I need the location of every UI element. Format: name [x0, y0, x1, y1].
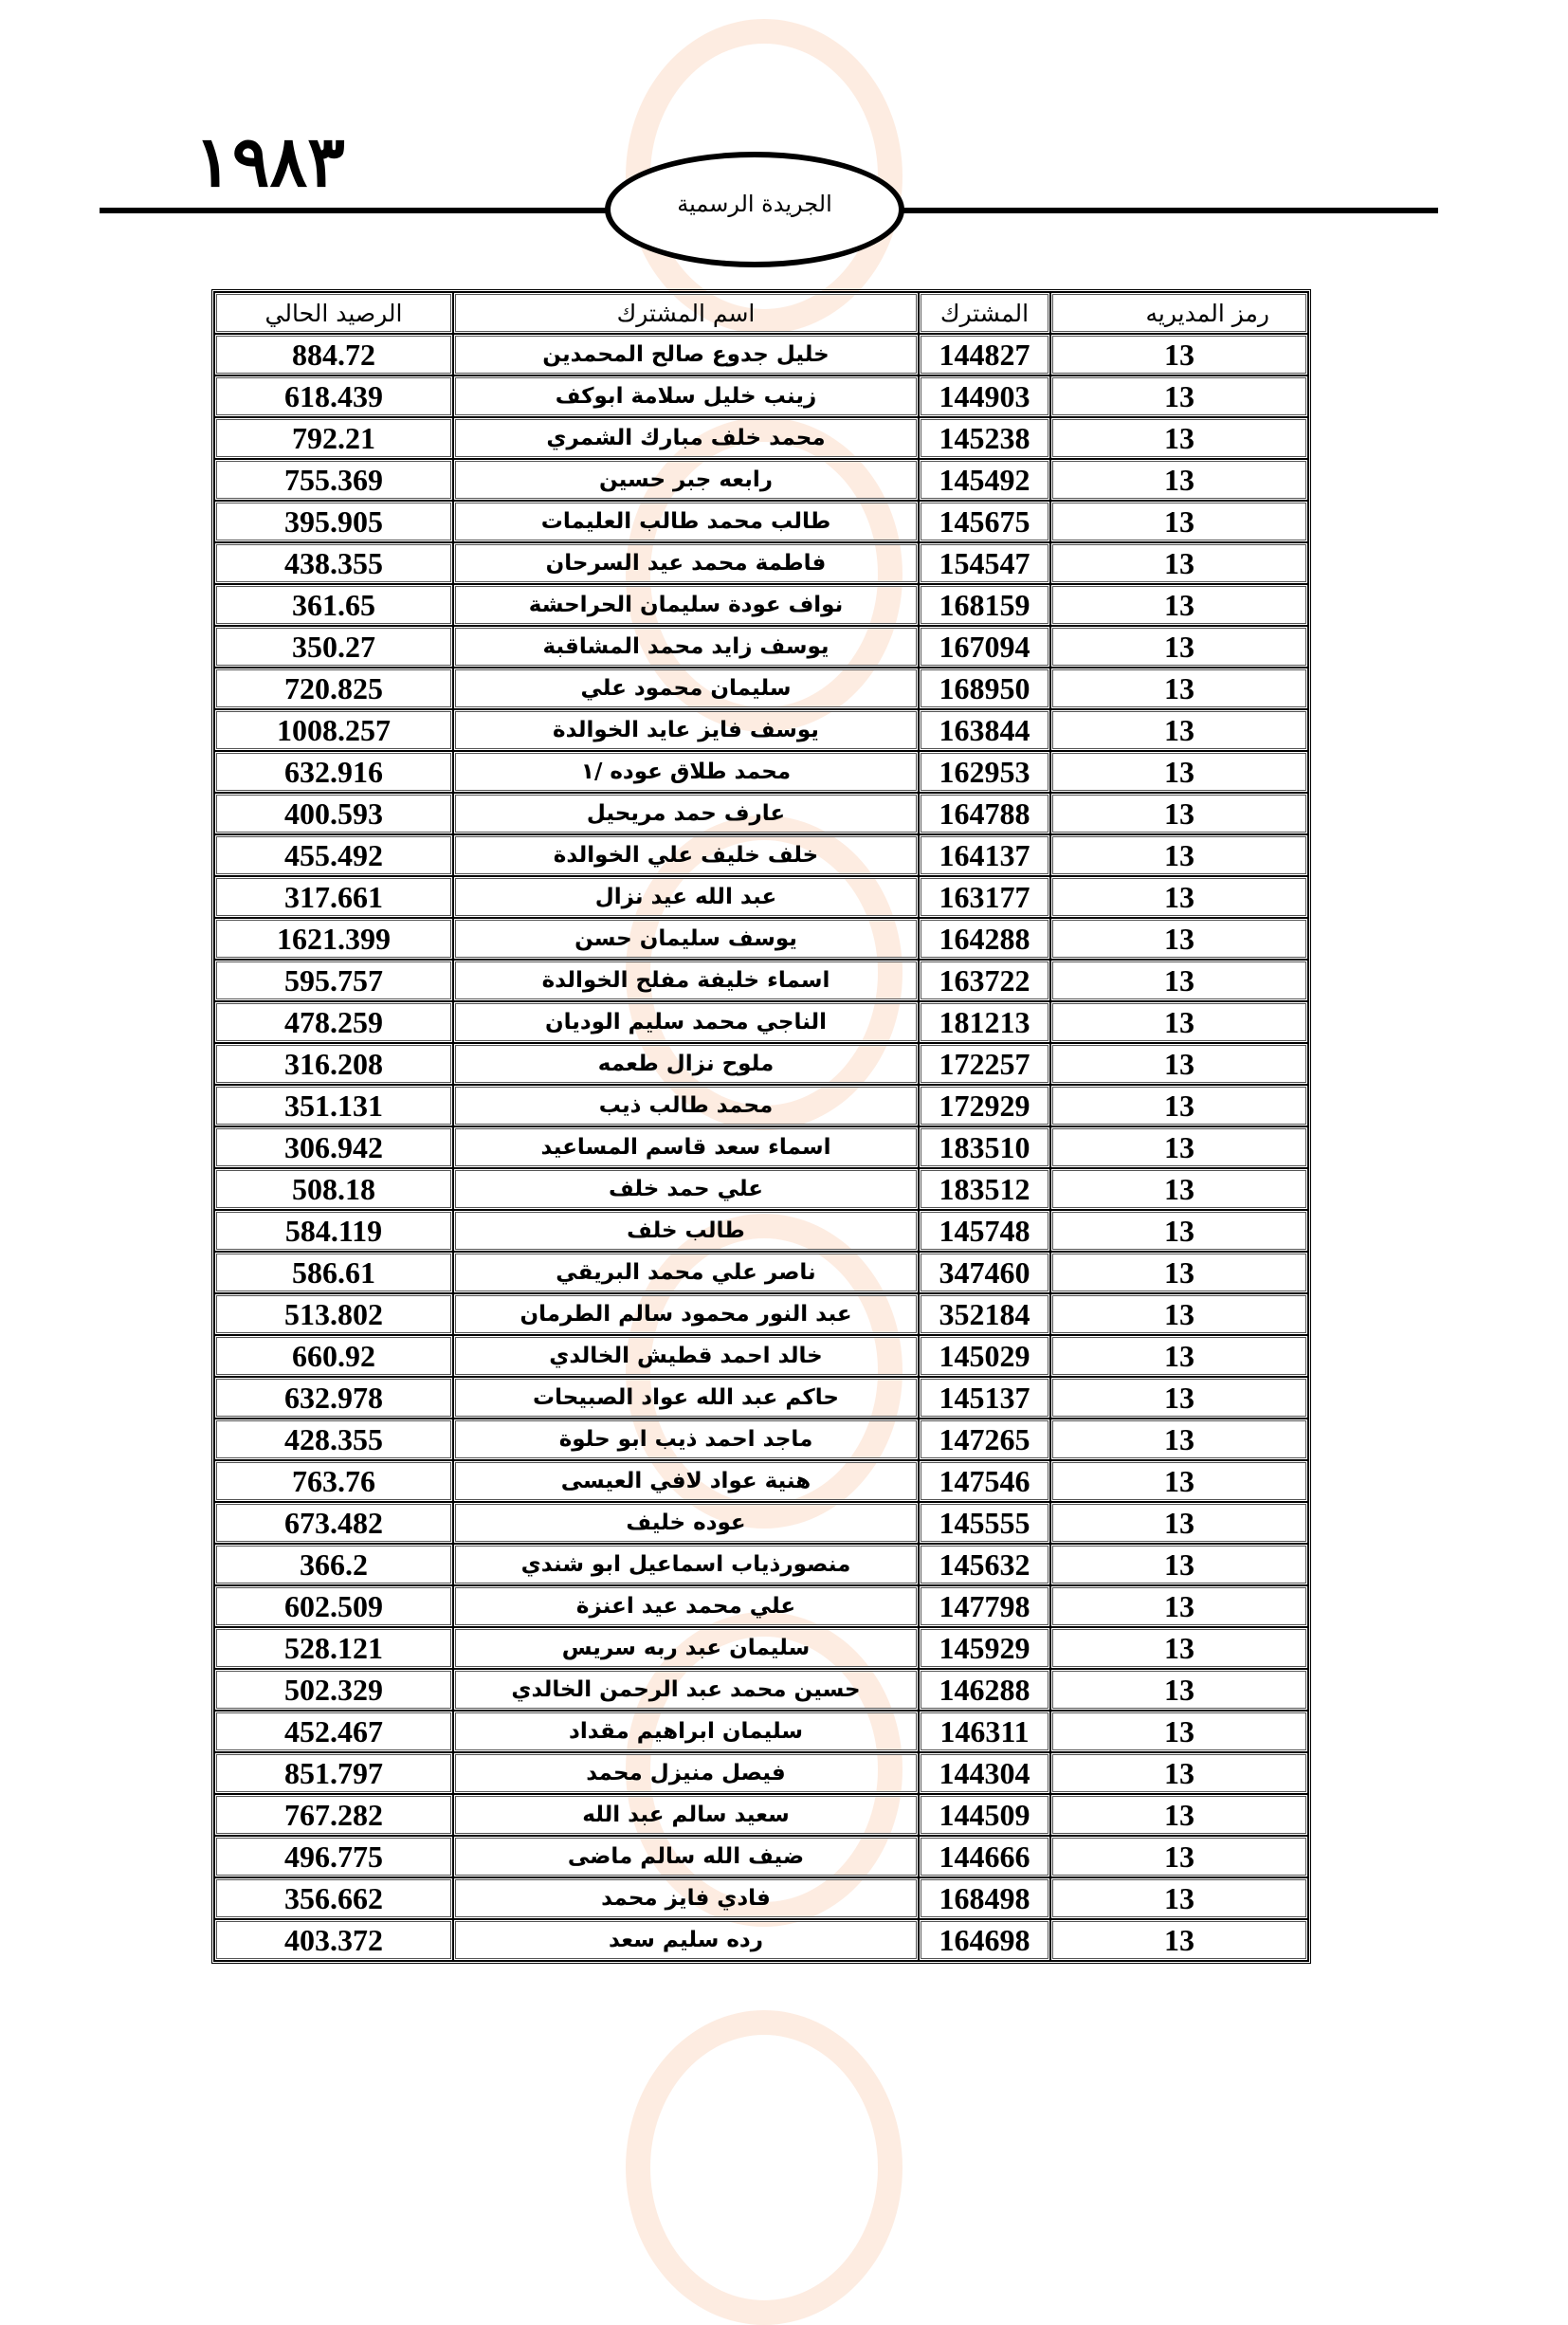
directorate-code-cell: 13 [1050, 417, 1308, 459]
current-balance-cell: 351.131 [214, 1085, 453, 1126]
current-balance-cell: 595.757 [214, 960, 453, 1001]
subscriber-number-cell: 167094 [919, 626, 1050, 668]
directorate-code-cell: 13 [1050, 918, 1308, 960]
current-balance-cell: 438.355 [214, 542, 453, 584]
subscriber-name-cell: عبد الله عيد نزال [453, 876, 919, 918]
subscriber-name-cell: طالب محمد طالب العليمات [453, 501, 919, 542]
table-row [214, 1585, 1308, 1627]
table-row [214, 1877, 1308, 1919]
subscriber-number-cell: 162953 [919, 751, 1050, 793]
subscriber-number-cell: 146288 [919, 1669, 1050, 1711]
directorate-code-cell: 13 [1050, 1836, 1308, 1877]
subscriber-number-cell: 172929 [919, 1085, 1050, 1126]
directorate-code-cell: 13 [1050, 626, 1308, 668]
subscriber-number-cell: 168159 [919, 584, 1050, 626]
current-balance-cell: 513.802 [214, 1293, 453, 1335]
table-row [214, 1460, 1308, 1502]
current-balance-cell: 428.355 [214, 1419, 453, 1460]
subscriber-number-cell: 145238 [919, 417, 1050, 459]
subscriber-number-cell: 145748 [919, 1210, 1050, 1252]
current-balance-cell: 496.775 [214, 1836, 453, 1877]
directorate-code-cell: 13 [1050, 709, 1308, 751]
subscriber-name-cell: رابعه جبر حسين [453, 459, 919, 501]
directorate-code-cell: 13 [1050, 834, 1308, 876]
table-row [214, 960, 1308, 1001]
directorate-code-cell: 13 [1050, 1544, 1308, 1585]
current-balance-cell: 792.21 [214, 417, 453, 459]
subscriber-number-cell: 164788 [919, 793, 1050, 834]
current-balance-cell: 632.978 [214, 1377, 453, 1419]
table-row [214, 668, 1308, 709]
current-balance-cell: 478.259 [214, 1001, 453, 1043]
directorate-code-cell: 13 [1050, 960, 1308, 1001]
subscriber-name-cell: خلف خليف علي الخوالدة [453, 834, 919, 876]
subscriber-name-cell: فاطمة محمد عيد السرحان [453, 542, 919, 584]
subscriber-number-cell: 352184 [919, 1293, 1050, 1335]
current-balance-cell: 755.369 [214, 459, 453, 501]
table-row [214, 1502, 1308, 1544]
table-row [214, 1335, 1308, 1377]
subscriber-name-cell: نواف عودة سليمان الحراحشة [453, 584, 919, 626]
subscriber-number-cell: 145137 [919, 1377, 1050, 1419]
subscribers-table [211, 289, 1311, 1964]
subscriber-number-cell: 164288 [919, 918, 1050, 960]
directorate-code-cell: 13 [1050, 1669, 1308, 1711]
subscriber-name-cell: زينب خليل سلامة ابوكف [453, 375, 919, 417]
directorate-code-cell: 13 [1050, 1460, 1308, 1502]
directorate-code-cell: 13 [1050, 1377, 1308, 1419]
table-row [214, 1419, 1308, 1460]
table-row [214, 1001, 1308, 1043]
subscriber-name-cell: اسماء سعد قاسم المساعيد [453, 1126, 919, 1168]
current-balance-cell: 316.208 [214, 1043, 453, 1085]
table-row [214, 542, 1308, 584]
current-balance-cell: 1621.399 [214, 918, 453, 960]
column-header-current-balance: الرصيد الحالي [214, 292, 453, 334]
current-balance-cell: 884.72 [214, 334, 453, 375]
directorate-code-cell: 13 [1050, 1293, 1308, 1335]
directorate-code-cell: 13 [1050, 668, 1308, 709]
table-row [214, 793, 1308, 834]
subscriber-name-cell: الناجي محمد سليم الوديان [453, 1001, 919, 1043]
current-balance-cell: 528.121 [214, 1627, 453, 1669]
current-balance-cell: 403.372 [214, 1919, 453, 1961]
table-row [214, 751, 1308, 793]
subscriber-name-cell: محمد خلف مبارك الشمري [453, 417, 919, 459]
header-title: الجريدة الرسمية [677, 191, 832, 217]
table-row [214, 1544, 1308, 1585]
subscriber-number-cell: 144509 [919, 1794, 1050, 1836]
current-balance-cell: 306.942 [214, 1126, 453, 1168]
current-balance-cell: 767.282 [214, 1794, 453, 1836]
current-balance-cell: 361.65 [214, 584, 453, 626]
table-row [214, 1293, 1308, 1335]
subscriber-name-cell: سليمان محمود علي [453, 668, 919, 709]
directorate-code-cell: 13 [1050, 793, 1308, 834]
subscriber-name-cell: يوسف زايد محمد المشاقبة [453, 626, 919, 668]
subscriber-number-cell: 144827 [919, 334, 1050, 375]
directorate-code-cell: 13 [1050, 1877, 1308, 1919]
subscriber-name-cell: منصورذياب اسماعيل ابو شندي [453, 1544, 919, 1585]
directorate-code-cell: 13 [1050, 1043, 1308, 1085]
current-balance-cell: 586.61 [214, 1252, 453, 1293]
subscriber-number-cell: 154547 [919, 542, 1050, 584]
current-balance-cell: 455.492 [214, 834, 453, 876]
subscriber-number-cell: 181213 [919, 1001, 1050, 1043]
current-balance-cell: 632.916 [214, 751, 453, 793]
subscriber-number-cell: 183512 [919, 1168, 1050, 1210]
subscriber-number-cell: 147798 [919, 1585, 1050, 1627]
table-row [214, 1126, 1308, 1168]
current-balance-cell: 1008.257 [214, 709, 453, 751]
subscriber-number-cell: 164698 [919, 1919, 1050, 1961]
table-row [214, 334, 1308, 375]
subscriber-name-cell: اسماء خليفة مفلح الخوالدة [453, 960, 919, 1001]
table-row [214, 1252, 1308, 1293]
current-balance-cell: 602.509 [214, 1585, 453, 1627]
subscriber-name-cell: خالد احمد قطيش الخالدي [453, 1335, 919, 1377]
table-row [214, 1043, 1308, 1085]
table-row [214, 834, 1308, 876]
directorate-code-cell: 13 [1050, 1711, 1308, 1752]
subscriber-number-cell: 146311 [919, 1711, 1050, 1752]
current-balance-cell: 350.27 [214, 626, 453, 668]
table-row [214, 1627, 1308, 1669]
subscriber-number-cell: 163177 [919, 876, 1050, 918]
table-row [214, 1085, 1308, 1126]
page-number: ١٩٨٣ [194, 121, 345, 203]
current-balance-cell: 851.797 [214, 1752, 453, 1794]
directorate-code-cell: 13 [1050, 1585, 1308, 1627]
directorate-code-cell: 13 [1050, 459, 1308, 501]
directorate-code-cell: 13 [1050, 1627, 1308, 1669]
current-balance-cell: 720.825 [214, 668, 453, 709]
directorate-code-cell: 13 [1050, 1919, 1308, 1961]
directorate-code-cell: 13 [1050, 1126, 1308, 1168]
column-header-directorate-code: رمز المديريه [1050, 292, 1308, 334]
directorate-code-cell: 13 [1050, 876, 1308, 918]
directorate-code-cell: 13 [1050, 1168, 1308, 1210]
current-balance-cell: 508.18 [214, 1168, 453, 1210]
current-balance-cell: 317.661 [214, 876, 453, 918]
subscriber-number-cell: 147546 [919, 1460, 1050, 1502]
table-row [214, 1836, 1308, 1877]
subscriber-name-cell: عوده خليف [453, 1502, 919, 1544]
subscriber-name-cell: طالب خلف [453, 1210, 919, 1252]
table-row [214, 876, 1308, 918]
current-balance-cell: 502.329 [214, 1669, 453, 1711]
subscriber-number-cell: 163844 [919, 709, 1050, 751]
subscriber-number-cell: 145632 [919, 1544, 1050, 1585]
subscriber-name-cell: عبد النور محمود سالم الطرمان [453, 1293, 919, 1335]
directorate-code-cell: 13 [1050, 542, 1308, 584]
subscriber-name-cell: يوسف سليمان حسن [453, 918, 919, 960]
subscriber-number-cell: 168950 [919, 668, 1050, 709]
directorate-code-cell: 13 [1050, 1252, 1308, 1293]
current-balance-cell: 400.593 [214, 793, 453, 834]
directorate-code-cell: 13 [1050, 1210, 1308, 1252]
subscriber-name-cell: سعيد سالم عبد الله [453, 1794, 919, 1836]
subscriber-name-cell: حاكم عبد الله عواد الصبيحات [453, 1377, 919, 1419]
subscriber-name-cell: فادي فايز محمد [453, 1877, 919, 1919]
current-balance-cell: 452.467 [214, 1711, 453, 1752]
directorate-code-cell: 13 [1050, 1752, 1308, 1794]
current-balance-cell: 584.119 [214, 1210, 453, 1252]
table-row [214, 918, 1308, 960]
subscriber-name-cell: ضيف الله سالم ماضى [453, 1836, 919, 1877]
subscriber-name-cell: ملوح نزال طعمه [453, 1043, 919, 1085]
table-row [214, 1919, 1308, 1961]
current-balance-cell: 763.76 [214, 1460, 453, 1502]
subscriber-name-cell: سليمان عبد ربه سريس [453, 1627, 919, 1669]
table-row [214, 417, 1308, 459]
subscriber-number-cell: 168498 [919, 1877, 1050, 1919]
directorate-code-cell: 13 [1050, 375, 1308, 417]
subscriber-number-cell: 172257 [919, 1043, 1050, 1085]
column-header-subscriber: المشترك [919, 292, 1050, 334]
column-header-subscriber-name: اسم المشترك [453, 292, 919, 334]
subscriber-number-cell: 144903 [919, 375, 1050, 417]
table-row [214, 1210, 1308, 1252]
table-row [214, 584, 1308, 626]
subscriber-number-cell: 145675 [919, 501, 1050, 542]
subscriber-name-cell: علي محمد عيد اعنزة [453, 1585, 919, 1627]
table-row [214, 626, 1308, 668]
header-ellipse [605, 152, 904, 267]
table-row [214, 459, 1308, 501]
subscriber-number-cell: 144304 [919, 1752, 1050, 1794]
table-row [214, 709, 1308, 751]
table-row [214, 1794, 1308, 1836]
directorate-code-cell: 13 [1050, 584, 1308, 626]
directorate-code-cell: 13 [1050, 1794, 1308, 1836]
watermark-clock-icon [626, 2010, 903, 2325]
subscriber-number-cell: 183510 [919, 1126, 1050, 1168]
subscriber-name-cell: ناصر علي محمد البريقي [453, 1252, 919, 1293]
subscriber-name-cell: فيصل منيزل محمد [453, 1752, 919, 1794]
directorate-code-cell: 13 [1050, 1502, 1308, 1544]
table-row [214, 1711, 1308, 1752]
directorate-code-cell: 13 [1050, 1419, 1308, 1460]
table-row [214, 1669, 1308, 1711]
table-row [214, 1168, 1308, 1210]
subscriber-name-cell: سليمان ابراهيم مقداد [453, 1711, 919, 1752]
subscriber-number-cell: 147265 [919, 1419, 1050, 1460]
subscriber-name-cell: هنية عواد لافي العيسى [453, 1460, 919, 1502]
current-balance-cell: 660.92 [214, 1335, 453, 1377]
table-row [214, 1377, 1308, 1419]
table-row [214, 375, 1308, 417]
subscriber-number-cell: 347460 [919, 1252, 1050, 1293]
subscriber-name-cell: خليل جدوع صالح المحمدين [453, 334, 919, 375]
subscriber-name-cell: ماجد احمد ذيب ابو حلوة [453, 1419, 919, 1460]
subscriber-number-cell: 145492 [919, 459, 1050, 501]
subscriber-number-cell: 145029 [919, 1335, 1050, 1377]
directorate-code-cell: 13 [1050, 501, 1308, 542]
subscriber-name-cell: محمد طالب ذيب [453, 1085, 919, 1126]
directorate-code-cell: 13 [1050, 1335, 1308, 1377]
subscriber-number-cell: 145555 [919, 1502, 1050, 1544]
subscriber-name-cell: محمد طلاق عوده /١ [453, 751, 919, 793]
current-balance-cell: 618.439 [214, 375, 453, 417]
subscriber-name-cell: حسين محمد عبد الرحمن الخالدي [453, 1669, 919, 1711]
current-balance-cell: 356.662 [214, 1877, 453, 1919]
table-row [214, 1752, 1308, 1794]
subscriber-name-cell: رده سليم سعد [453, 1919, 919, 1961]
current-balance-cell: 395.905 [214, 501, 453, 542]
subscriber-name-cell: عارف حمد مريحيل [453, 793, 919, 834]
directorate-code-cell: 13 [1050, 1085, 1308, 1126]
subscriber-name-cell: يوسف فايز عايد الخوالدة [453, 709, 919, 751]
directorate-code-cell: 13 [1050, 334, 1308, 375]
directorate-code-cell: 13 [1050, 1001, 1308, 1043]
directorate-code-cell: 13 [1050, 751, 1308, 793]
subscriber-number-cell: 164137 [919, 834, 1050, 876]
subscriber-number-cell: 145929 [919, 1627, 1050, 1669]
current-balance-cell: 366.2 [214, 1544, 453, 1585]
table-header-row [214, 292, 1308, 334]
subscriber-name-cell: علي حمد خلف [453, 1168, 919, 1210]
subscriber-number-cell: 163722 [919, 960, 1050, 1001]
subscriber-number-cell: 144666 [919, 1836, 1050, 1877]
current-balance-cell: 673.482 [214, 1502, 453, 1544]
table-row [214, 501, 1308, 542]
